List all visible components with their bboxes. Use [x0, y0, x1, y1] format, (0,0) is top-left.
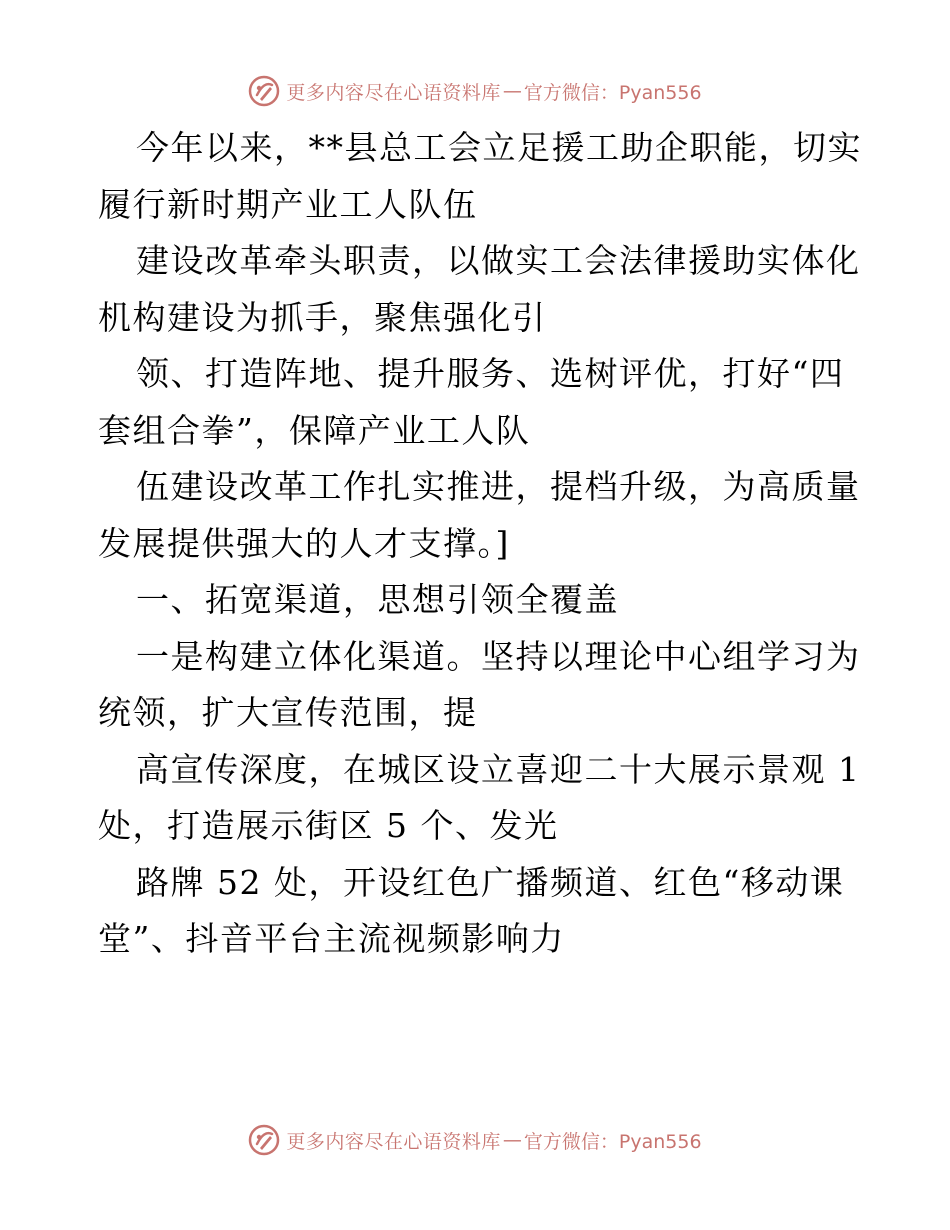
section-heading-text: 一、拓宽渠道，思想引领全覆盖	[136, 580, 619, 619]
paragraph	[98, 233, 861, 346]
paragraph-line: 建设改革牵头职责，以做实工会法律援助实体化	[136, 241, 861, 280]
book-pen-logo-icon	[248, 75, 280, 107]
paragraph	[98, 346, 858, 459]
paragraph	[98, 855, 858, 968]
paragraph-line: 处，打造展示街区 5 个、发光	[98, 806, 559, 845]
watermark-banner-top	[0, 71, 950, 111]
paragraph-line: 发展提供强大的人才支撑。]	[98, 523, 510, 563]
watermark-brand-text: 更多内容尽在心语资料库	[286, 81, 501, 104]
paragraph-line: 堂”、抖音平台主流视频影响力	[98, 919, 565, 958]
paragraph	[98, 742, 861, 855]
paragraph-line: 高宣传深度，在城区设立喜迎二十大展示景观 1	[136, 749, 861, 789]
paragraph-line: 领、打造阵地、提升服务、选树评优，打好“四	[136, 354, 845, 393]
book-pen-logo-icon	[248, 1124, 280, 1156]
paragraph-line: 套组合拳”，保障产业工人队	[98, 410, 531, 450]
watermark-brand-text: 更多内容尽在心语资料库	[286, 1130, 501, 1153]
paragraph	[98, 459, 861, 572]
document-body	[98, 120, 862, 968]
paragraph-line: 伍建设改革工作扎实推进，提档升级，为高质量	[136, 467, 861, 506]
watermark-separator: —	[502, 80, 522, 102]
watermark-banner-bottom	[0, 1120, 950, 1160]
paragraph-line: 统领，扩大宣传范围，提	[98, 693, 478, 732]
paragraph-line: 今年以来，**县总工会立足援工助企职能，切实	[136, 128, 862, 167]
watermark-account-text: 官方微信：Pyan556	[523, 81, 702, 104]
paragraph-line: 路牌 52 处，开设红色广播频道、红色“移动课	[136, 862, 845, 902]
watermark-account-text: 官方微信：Pyan556	[523, 1130, 702, 1153]
paragraph	[98, 629, 861, 742]
section-heading	[98, 572, 858, 629]
paragraph-line: 一是构建立体化渠道。坚持以理论中心组学习为	[136, 636, 861, 676]
paragraph	[98, 120, 862, 233]
paragraph-line: 机构建设为抓手，聚焦强化引	[98, 297, 547, 337]
paragraph-line: 履行新时期产业工人队伍	[98, 184, 478, 224]
watermark-separator: —	[502, 1129, 522, 1151]
